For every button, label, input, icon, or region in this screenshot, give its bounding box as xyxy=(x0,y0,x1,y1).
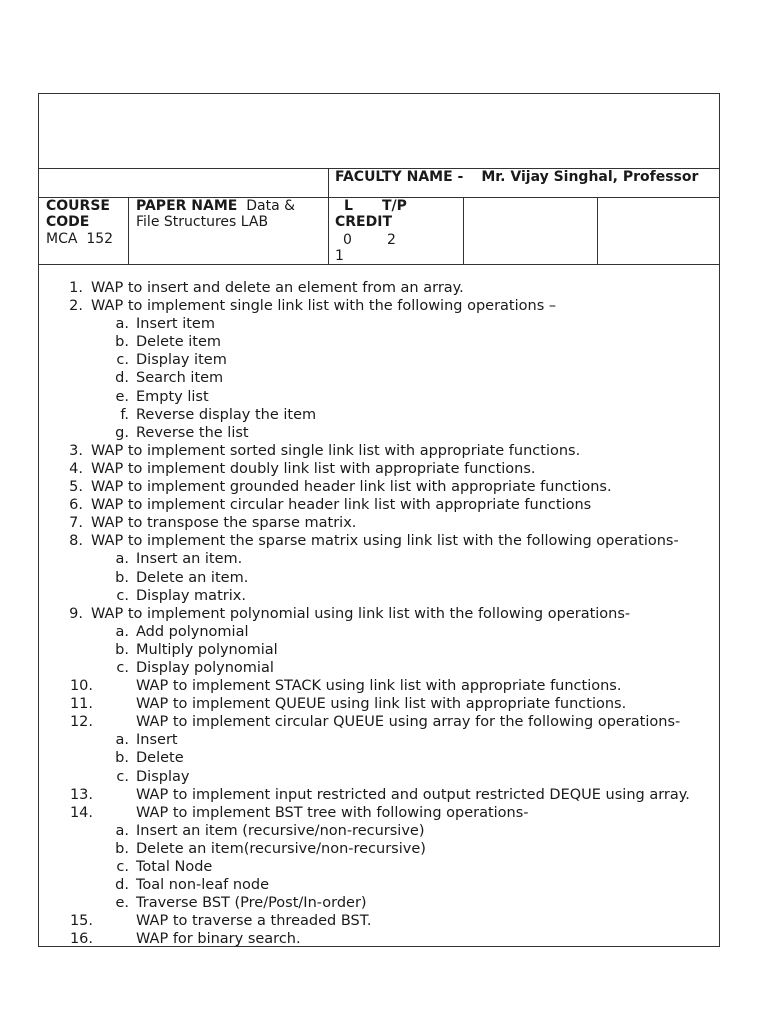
list-item-text: Display polynomial xyxy=(136,659,274,676)
list-item-text: Empty list xyxy=(136,388,209,405)
list-item-text: Insert an item. xyxy=(136,551,243,568)
list-item-text: WAP to implement polynomial using link list with the following operations- xyxy=(91,605,631,622)
list-item xyxy=(39,460,719,478)
list-item-text: Multiply polynomial xyxy=(136,641,278,658)
list-item xyxy=(39,442,719,460)
list-item-number: b. xyxy=(115,569,129,586)
l-label: L xyxy=(344,198,353,214)
sub-list-item xyxy=(39,659,719,677)
list-item xyxy=(39,605,719,623)
sub-list-item xyxy=(39,424,719,442)
list-item-number: a. xyxy=(115,316,129,333)
list-item-text: WAP to implement STACK using link list with appropriate functions. xyxy=(136,678,622,695)
sub-list-item xyxy=(39,369,719,387)
list-item-number: a. xyxy=(115,822,129,839)
list-item-number: f. xyxy=(120,406,129,423)
list-item-number: a. xyxy=(115,551,129,568)
sub-list-item xyxy=(39,333,719,351)
sub-list-item xyxy=(39,569,719,587)
list-item-number: c. xyxy=(116,587,129,604)
list-item-number: 5. xyxy=(69,479,83,496)
list-item-text: Insert an item (recursive/non-recursive) xyxy=(136,822,425,839)
list-item-text: WAP to implement grounded header link list with appropriate functions. xyxy=(91,479,612,496)
sub-list-item xyxy=(39,768,719,786)
list-item-number: b. xyxy=(115,750,129,767)
credit-value: 1 xyxy=(335,248,344,264)
sub-list-item xyxy=(39,550,719,568)
paper-name-line-1 xyxy=(136,198,295,214)
sub-list-item xyxy=(39,858,719,876)
paper-col-divider xyxy=(328,197,329,264)
list-item-number: e. xyxy=(115,388,129,405)
list-item-text: WAP to implement doubly link list with appropriate functions. xyxy=(91,460,536,477)
list-item-number: 8. xyxy=(69,533,83,550)
credit-label: CREDIT xyxy=(335,214,392,230)
list-item xyxy=(39,297,719,315)
list-item-number: 1. xyxy=(69,280,83,296)
list-item xyxy=(39,930,719,948)
sub-list-item xyxy=(39,749,719,767)
list-item-number: b. xyxy=(115,840,129,857)
list-item xyxy=(39,786,719,804)
list-item-text: Toal non-leaf node xyxy=(136,877,270,894)
list-item-number: c. xyxy=(116,768,129,785)
row-divider-3 xyxy=(39,264,719,265)
list-item xyxy=(39,514,719,532)
list-item-text: Delete xyxy=(136,750,184,767)
course-code: MCA 152 xyxy=(46,231,114,247)
list-item xyxy=(39,496,719,514)
course-label-2: CODE xyxy=(46,214,90,230)
l-value: 0 xyxy=(343,232,352,248)
list-item-number: g. xyxy=(115,424,129,441)
list-item-number: 9. xyxy=(69,605,83,622)
list-item-text: WAP for binary search. xyxy=(136,931,301,948)
list-item-text: Display matrix. xyxy=(136,587,246,604)
list-item-number: 7. xyxy=(69,515,83,532)
paper-label: PAPER NAME xyxy=(136,198,238,214)
paper-name-2: File Structures LAB xyxy=(136,214,269,230)
list-item xyxy=(39,532,719,550)
paper-name-1: Data & xyxy=(246,198,296,214)
sub-list-item xyxy=(39,876,719,894)
list-item-number: d. xyxy=(115,370,129,387)
list-item-number: e. xyxy=(115,895,129,912)
list-item-number: b. xyxy=(115,334,129,351)
list-item-number: 3. xyxy=(69,442,83,459)
sub-list-item xyxy=(39,315,719,333)
list-item-number: c. xyxy=(116,659,129,676)
list-item-number: 16. xyxy=(69,931,93,948)
credit-col-divider xyxy=(463,197,464,264)
list-item-text: WAP to traverse a threaded BST. xyxy=(136,913,372,930)
sub-list-item xyxy=(39,840,719,858)
list-item-text: Reverse display the item xyxy=(136,406,317,423)
list-item-text: WAP to implement BST tree with following operations- xyxy=(136,804,529,821)
sub-list-item xyxy=(39,587,719,605)
list-item-number: c. xyxy=(116,352,129,369)
list-item-number: 15. xyxy=(69,913,93,930)
sub-list-item xyxy=(39,623,719,641)
faculty-value: Mr. Vijay Singhal, Professor xyxy=(481,169,699,185)
list-item-number: c. xyxy=(116,859,129,875)
list-item-number: b. xyxy=(115,641,129,658)
list-item-number: 10. xyxy=(69,678,93,695)
sub-list-item xyxy=(39,388,719,406)
sub-list-item xyxy=(39,641,719,659)
list-item-text: Delete item xyxy=(136,334,222,351)
sub-list-item xyxy=(39,406,719,424)
course-label-1: COURSE xyxy=(46,198,110,214)
list-item-text: Display xyxy=(136,768,190,785)
list-item-text: Delete an item(recursive/non-recursive) xyxy=(136,840,426,857)
list-item xyxy=(39,695,719,713)
tp-value: 2 xyxy=(387,232,396,248)
list-item xyxy=(39,713,719,731)
list-item-text: WAP to implement sorted single link list with appropriate functions. xyxy=(91,442,581,459)
sub-list-item xyxy=(39,351,719,369)
blank-col-divider xyxy=(597,197,598,264)
list-item-number: 4. xyxy=(69,460,83,477)
list-item-text: Insert xyxy=(136,732,178,749)
list-item-number: 12. xyxy=(69,714,93,731)
list-item-text: Add polynomial xyxy=(136,623,249,640)
syllabus-table xyxy=(38,93,720,947)
list-item-text: WAP to implement the sparse matrix using link list with the following operations- xyxy=(91,533,679,550)
faculty-label: FACULTY NAME - xyxy=(335,169,464,185)
list-item-number: 13. xyxy=(69,786,93,803)
list-item-text: Insert item xyxy=(136,316,215,333)
sub-list-item xyxy=(39,822,719,840)
list-item-number: 6. xyxy=(69,497,83,514)
list-item-number: 14. xyxy=(69,804,93,821)
list-item-text: WAP to implement input restricted and output restricted DEQUE using array. xyxy=(136,786,690,803)
list-item-text: WAP to transpose the sparse matrix. xyxy=(91,515,357,532)
sub-list-item xyxy=(39,894,719,912)
list-item xyxy=(39,912,719,930)
list-item-text: Total Node xyxy=(136,859,213,875)
list-item xyxy=(39,478,719,496)
list-item-number: a. xyxy=(115,732,129,749)
course-col-divider xyxy=(128,197,129,264)
faculty-name-line xyxy=(335,169,698,185)
list-item xyxy=(39,804,719,822)
list-item-text: Reverse the list xyxy=(136,424,249,441)
faculty-col-divider xyxy=(328,168,329,197)
list-item-text: WAP to implement circular header link list with appropriate functions xyxy=(91,497,592,514)
program-list xyxy=(39,279,719,948)
list-item-number: d. xyxy=(115,877,129,894)
list-item xyxy=(39,677,719,695)
list-item-text: Display item xyxy=(136,352,227,369)
list-item-number: 2. xyxy=(69,298,83,315)
list-item-text: WAP to insert and delete an element from an array. xyxy=(91,280,464,296)
list-item-text: Delete an item. xyxy=(136,569,249,586)
list-item-text: Search item xyxy=(136,370,224,387)
list-item-text: WAP to implement QUEUE using link list with appropriate functions. xyxy=(136,696,627,713)
list-item-text: Traverse BST (Pre/Post/In-order) xyxy=(136,895,367,912)
list-item-number: 11. xyxy=(69,696,93,713)
sub-list-item xyxy=(39,731,719,749)
list-item xyxy=(39,279,719,297)
list-item-text: WAP to implement single link list with the following operations – xyxy=(91,298,557,315)
list-item-text: WAP to implement circular QUEUE using array for the following operations- xyxy=(136,714,681,731)
list-item-number: a. xyxy=(115,623,129,640)
tp-label: T/P xyxy=(382,198,407,214)
